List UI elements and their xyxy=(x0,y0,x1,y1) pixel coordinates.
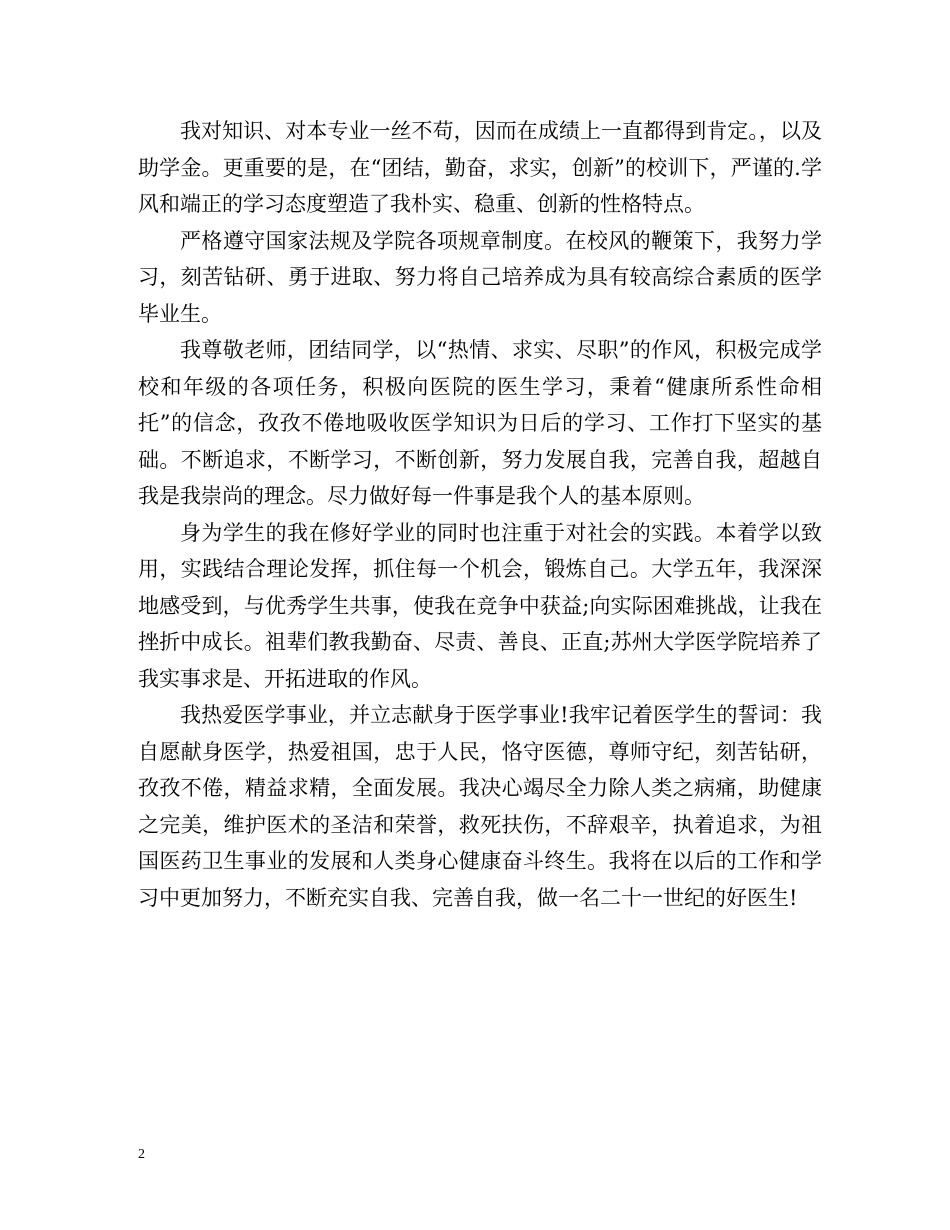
paragraph-5: 我热爱医学事业，并立志献身于医学事业!我牢记着医学生的誓词：我自愿献身医学，热爱祖国，忠于人民，恪守医德，尊师守纪，刻苦钻研，孜孜不倦，精益求精，全面发展。我决心竭尽全力除人类之病痛，助健康之完美，维护医术的圣洁和荣誉，救死扶伤，不辞艰辛，执着追求，为祖国医药卫生事业的发展和人类身心健康奋斗终生。我将在以后的工作和学习中更加努力，不断充实自我、完善自我，做一名二十一世纪的好医生! xyxy=(138,703,822,910)
paragraph-3: 我尊敬老师，团结同学，以“热情、求实、尽职”的作风，积极完成学校和年级的各项任务，积极向医院的医生学习，秉着“健康所系性命相托”的信念，孜孜不倦地吸收医学知识为日后的学习、工作打下坚实的基础。不断追求，不断学习，不断创新，努力发展自我，完善自我，超越自我是我崇尚的理念。尽力做好每一件事是我个人的基本原则。 xyxy=(138,338,822,508)
paragraph-2: 严格遵守国家法规及学院各项规章制度。在校风的鞭策下，我努力学习，刻苦钻研、勇于进取、努力将自己培养成为具有较高综合素质的医学毕业生。 xyxy=(138,228,822,326)
paragraph-1: 我对知识、对本专业一丝不苟，因而在成绩上一直都得到肯定。，以及助学金。更重要的是，在“团结，勤奋，求实，创新”的校训下，严谨的.学风和端正的学习态度塑造了我朴实、稳重、创新的性格特点。 xyxy=(138,119,822,216)
document-body xyxy=(138,113,822,916)
page-number: 2 xyxy=(138,1147,145,1162)
paragraph-4: 身为学生的我在修好学业的同时也注重于对社会的实践。本着学以致用，实践结合理论发挥，抓住每一个机会，锻炼自己。大学五年，我深深地感受到，与优秀学生共事，使我在竞争中获益;向实际困难挑战，让我在挫折中成长。祖辈们教我勤奋、尽责、善良、正直;苏州大学医学院培养了我实事求是、开拓进取的作风。 xyxy=(138,520,822,691)
